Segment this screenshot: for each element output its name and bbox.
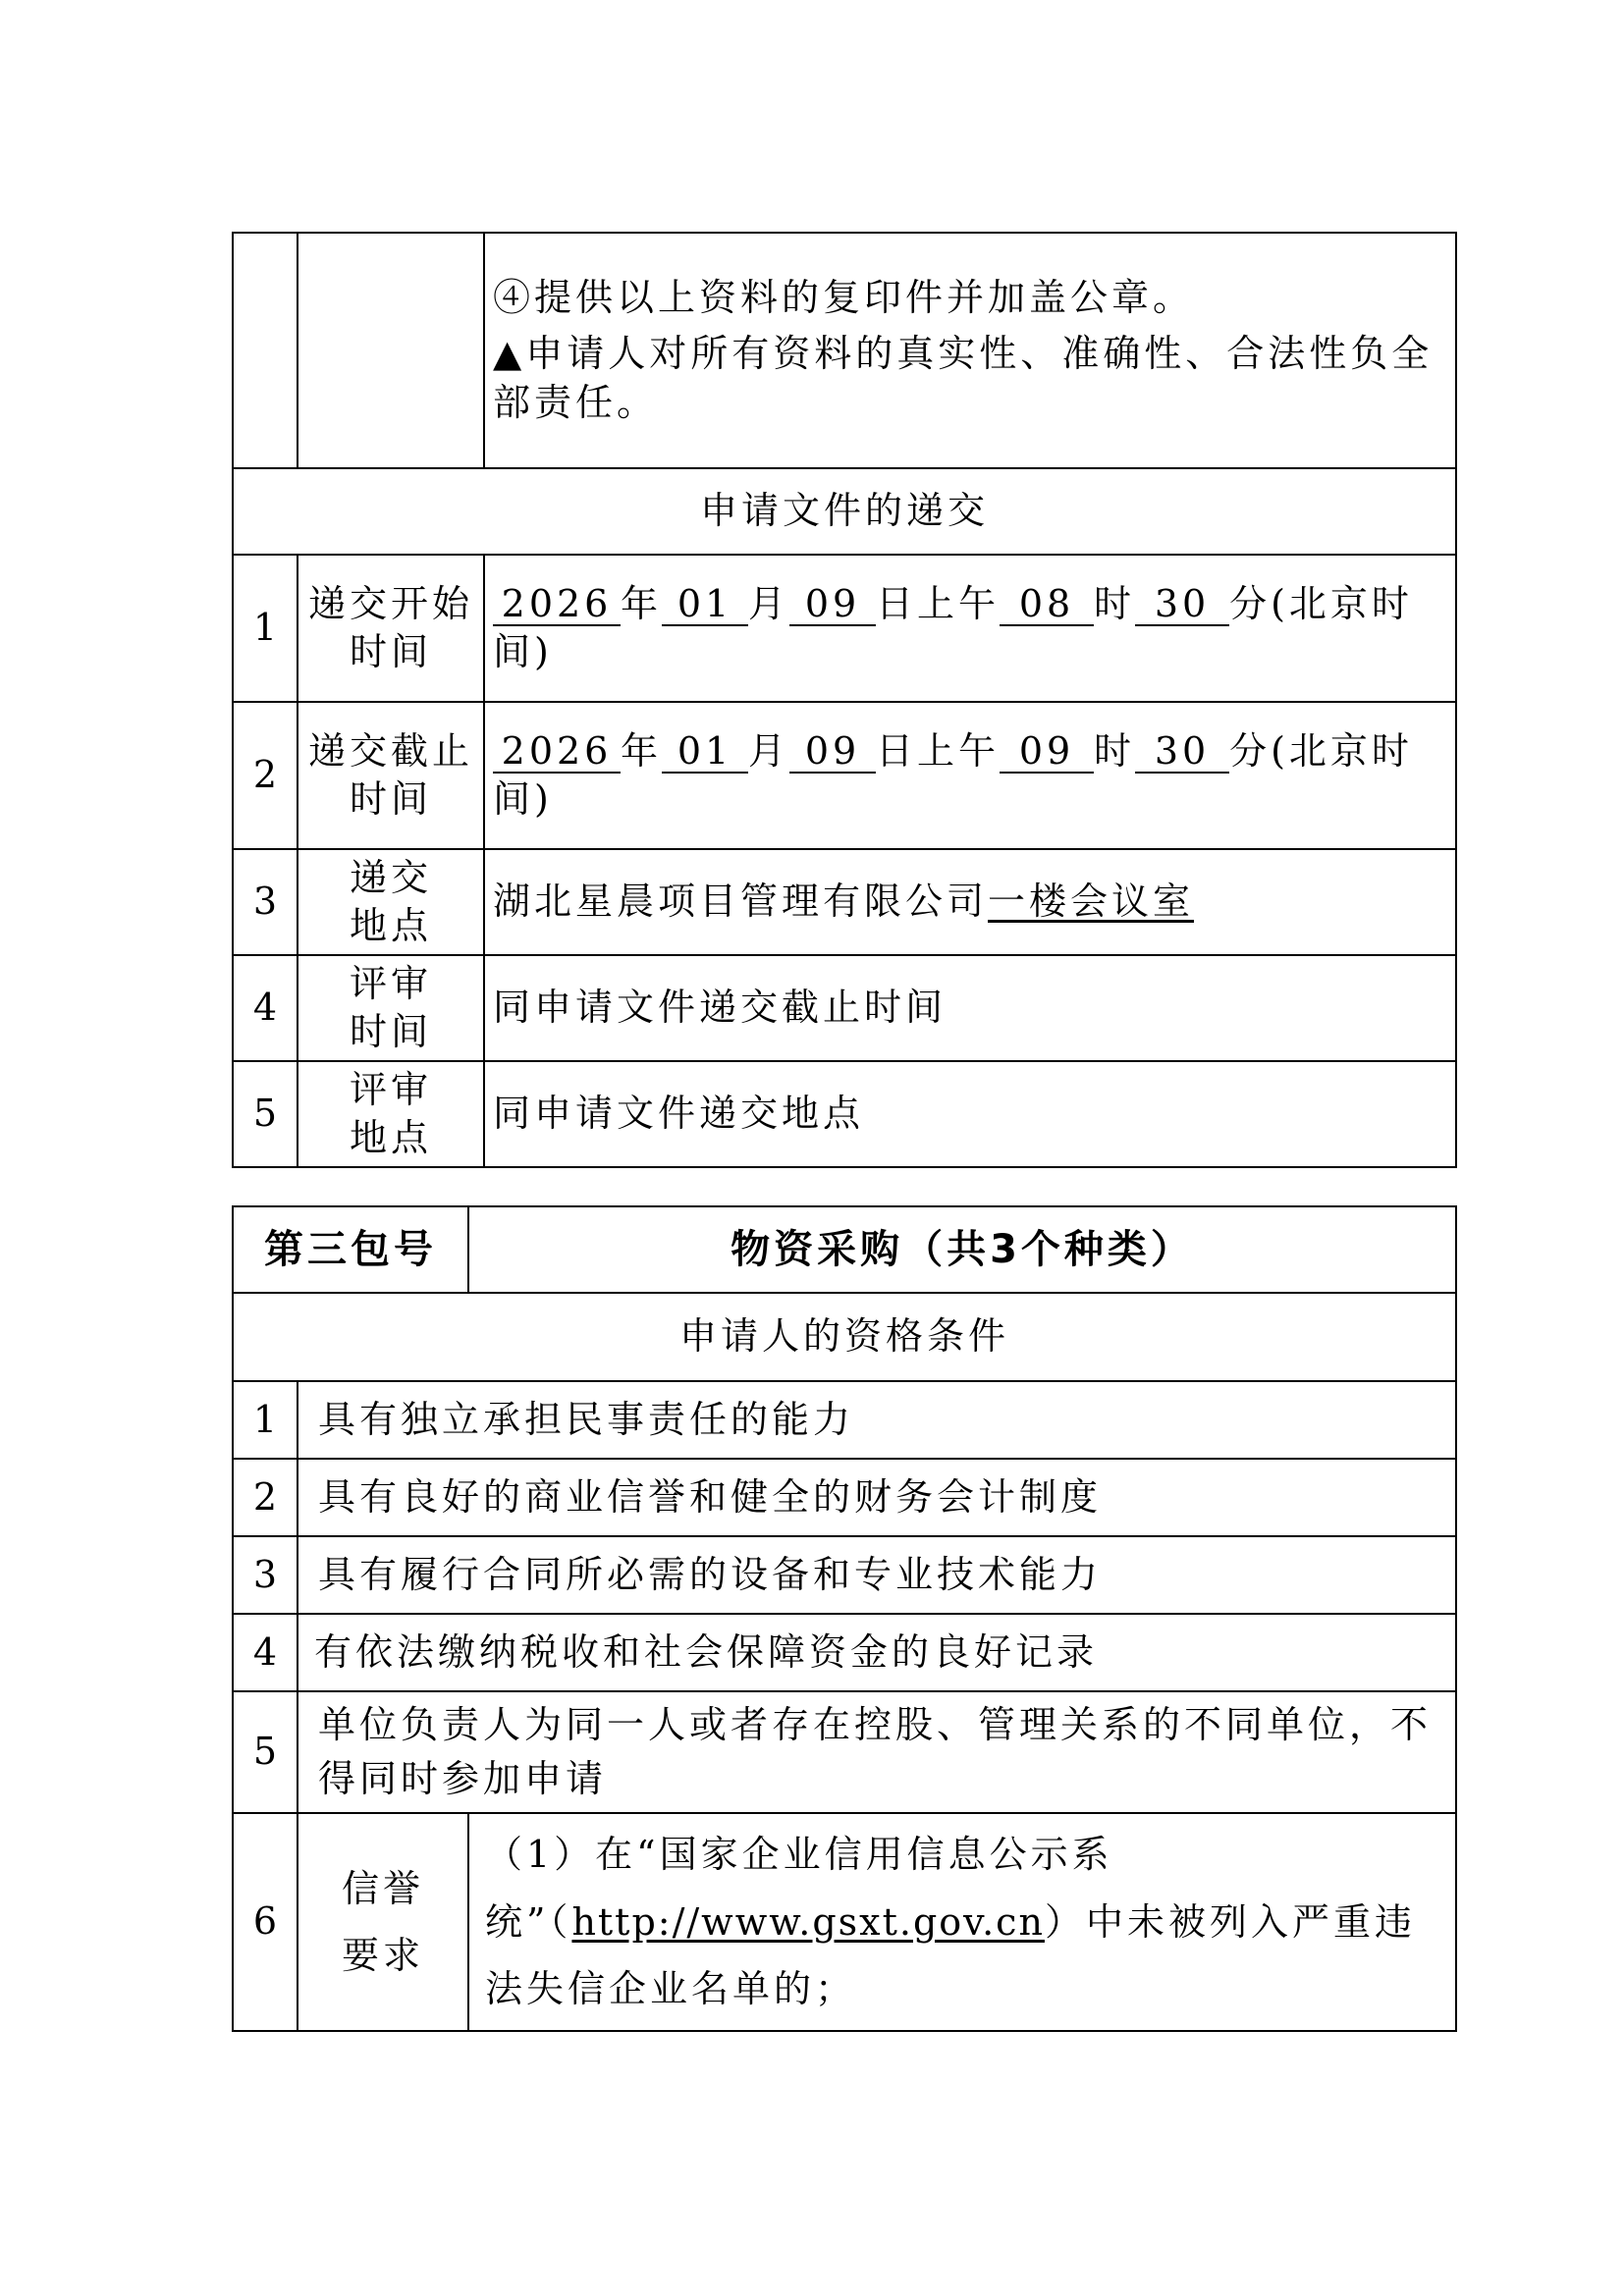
day-value: 09: [789, 732, 876, 774]
submission-table: [232, 232, 1457, 1168]
package-header-row: [233, 1206, 1456, 1293]
day-unit: 日上午: [876, 581, 1001, 625]
row-label: 递交开始时间: [298, 555, 484, 702]
row-number: 5: [233, 1061, 298, 1167]
year-unit: 年: [621, 581, 663, 625]
row-label: 递交地点: [298, 849, 484, 955]
minute-unit: 分(北京时间): [493, 728, 1413, 821]
table-row: [233, 555, 1456, 702]
hour-unit: 时: [1094, 728, 1136, 773]
day-value: 09: [789, 585, 876, 626]
row-number: 5: [233, 1691, 298, 1813]
materials-note-cell: [484, 233, 1456, 468]
row-number: 2: [233, 702, 298, 849]
table-row: [233, 1061, 1456, 1167]
materials-note-line: ④提供以上资料的复印件并加盖公章。: [493, 275, 1195, 319]
table-row: [233, 1381, 1456, 1459]
year-value: 2026: [493, 732, 621, 774]
section-title-row: [233, 1293, 1456, 1381]
month-unit: 月: [748, 728, 790, 773]
review-location: 同申请文件递交地点: [484, 1061, 1456, 1167]
table-row: [233, 1536, 1456, 1614]
table-row: [233, 233, 1456, 468]
empty-cell: [298, 233, 484, 468]
submission-location: [484, 849, 1456, 955]
month-value: 01: [662, 585, 748, 626]
submission-start-time: [484, 555, 1456, 702]
submission-deadline-time: [484, 702, 1456, 849]
package-title: 物资采购（共3个种类）: [468, 1206, 1456, 1293]
section-title: 申请文件的递交: [233, 468, 1456, 555]
qualification-table: [232, 1205, 1457, 2032]
hour-unit: 时: [1094, 581, 1136, 625]
row-label: 信誉要求: [298, 1813, 468, 2031]
location-company: 湖北星晨项目管理有限公司: [493, 880, 989, 924]
year-value: 2026: [493, 585, 621, 626]
row-label: 递交截止时间: [298, 702, 484, 849]
table-row: [233, 702, 1456, 849]
minute-value: 30: [1135, 585, 1229, 626]
month-value: 01: [662, 732, 748, 774]
responsibility-note-line: ▲申请人对所有资料的真实性、准确性、合法性负全部责任。: [493, 332, 1434, 424]
row-number: 2: [233, 1459, 298, 1536]
row-number: 1: [233, 555, 298, 702]
gsxt-link[interactable]: http://www.gsxt.gov.cn: [571, 1899, 1045, 1944]
hour-value: 08: [1000, 585, 1094, 626]
row-number: 6: [233, 1813, 298, 2031]
qualification-text: 单位负责人为同一人或者存在控股、管理关系的不同单位，不得同时参加申请: [298, 1691, 1456, 1813]
row-number: 4: [233, 1614, 298, 1691]
section-title: 申请人的资格条件: [233, 1293, 1456, 1381]
table-row: [233, 1691, 1456, 1813]
row-number: 3: [233, 849, 298, 955]
table-row: [233, 1459, 1456, 1536]
row-label: 评审地点: [298, 1061, 484, 1167]
row-number: 1: [233, 1381, 298, 1459]
table-row: [233, 955, 1456, 1061]
year-unit: 年: [621, 728, 663, 773]
location-room: 一楼会议室: [988, 880, 1195, 924]
month-unit: 月: [748, 581, 790, 625]
section-title-row: [233, 468, 1456, 555]
row-number: 3: [233, 1536, 298, 1614]
credit-text-after: ）中未被列入严重违法失信企业名单的；: [485, 1899, 1416, 2011]
table-row: [233, 1614, 1456, 1691]
minute-unit: 分(北京时间): [493, 581, 1413, 673]
hour-value: 09: [1000, 732, 1094, 774]
credit-text-before: （1）在“国家企业信用信息公示系统”（: [485, 1833, 1113, 1944]
credit-requirement: [468, 1813, 1456, 2031]
package-label: 第三包号: [233, 1206, 468, 1293]
minute-value: 30: [1135, 732, 1229, 774]
review-time: 同申请文件递交截止时间: [484, 955, 1456, 1061]
qualification-text: 具有独立承担民事责任的能力: [298, 1381, 1456, 1459]
qualification-text: 具有良好的商业信誉和健全的财务会计制度: [298, 1459, 1456, 1536]
table-row: [233, 849, 1456, 955]
qualification-text: 有依法缴纳税收和社会保障资金的良好记录: [298, 1614, 1456, 1691]
table-row: [233, 1813, 1456, 2031]
qualification-text: 具有履行合同所必需的设备和专业技术能力: [298, 1536, 1456, 1614]
row-label: 评审时间: [298, 955, 484, 1061]
row-number: 4: [233, 955, 298, 1061]
day-unit: 日上午: [876, 728, 1001, 773]
empty-cell: [233, 233, 298, 468]
